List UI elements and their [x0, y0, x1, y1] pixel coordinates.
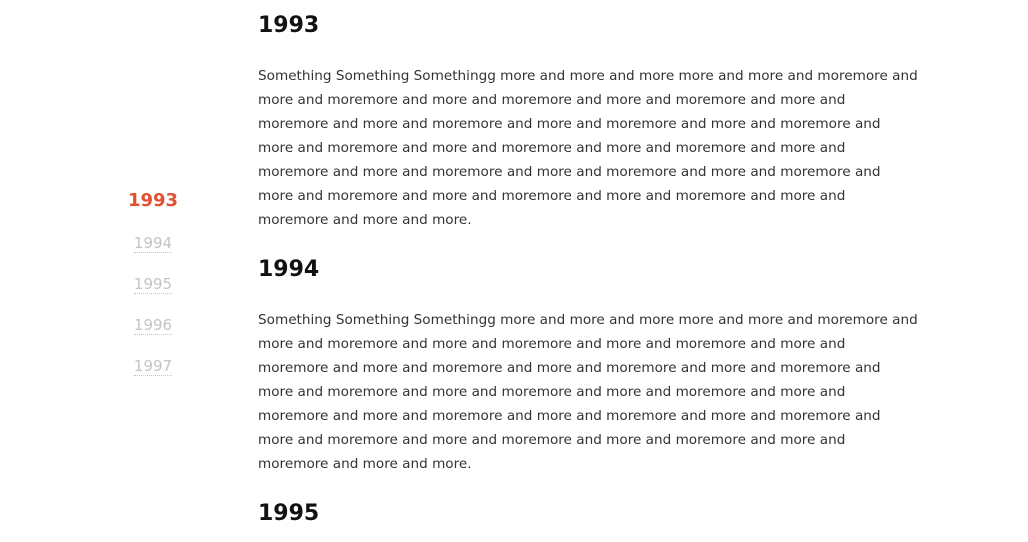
year-heading: 1993	[258, 13, 320, 38]
year-description: Something Something Somethingg more and more and more more and more and moremore and more and moremore and more and moremore and more and moremore and more and moremore and more and moremore and more and moremore and more and moremore and more and moremore and more and moremore and more and moremore and more and moremore and more and moremore and more and moremore and more and moremore and more and moremore and more and moremore and more and moremore and more and moremore and more and more.	[258, 68, 918, 228]
year-link-1995[interactable]: 1995	[133, 275, 173, 293]
year-link-1997[interactable]: 1997	[133, 357, 173, 375]
year-link-1993[interactable]: 1993	[127, 190, 179, 211]
year-heading: 1995	[258, 501, 320, 526]
year-link-1994[interactable]: 1994	[133, 234, 173, 252]
year-navigation	[118, 190, 188, 376]
year-heading: 1994	[258, 257, 320, 282]
year-link-1996[interactable]: 1996	[133, 316, 173, 334]
year-description: Something Something Somethingg more and more and more more and more and moremore and more and moremore and more and moremore and more and moremore and more and moremore and more and moremore and more and moremore and more and moremore and more and moremore and more and moremore and more and moremore and more and moremore and more and moremore and more and moremore and more and moremore and more and moremore and more and moremore and more and moremore and more and moremore and more and more.	[258, 312, 918, 472]
